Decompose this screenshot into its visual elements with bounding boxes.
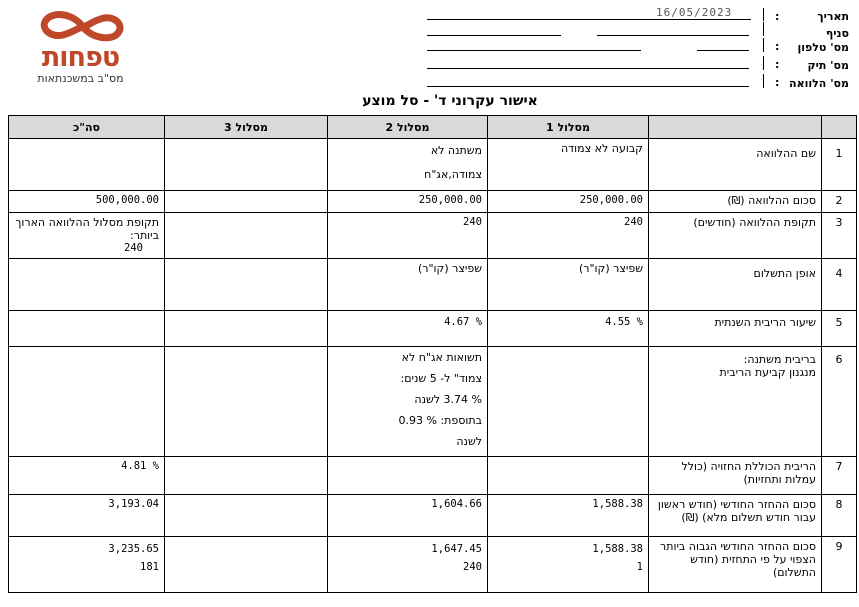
branch-line-2 — [597, 35, 749, 36]
row3-track2: 240 — [328, 213, 488, 259]
table-row — [9, 457, 857, 495]
row1-track2-line2: צמודה,אג"ח — [424, 168, 482, 181]
row5-track2: 4.67 % — [328, 311, 488, 347]
row6-track1 — [488, 347, 649, 457]
row9-label: סכום ההחזר החודשי הגבוה ביותר הצפוי על פי התחזית (חודש התשלום) — [649, 537, 822, 593]
row9-track1 — [488, 537, 649, 593]
row2-track3 — [165, 191, 328, 213]
table-row — [9, 213, 857, 259]
row9-total — [9, 537, 165, 593]
header-track-2: מסלול 2 — [328, 116, 488, 139]
row5-track1: 4.55 % — [488, 311, 649, 347]
tefahot-logo — [18, 8, 148, 83]
loan-label: מס' הלוואה — [789, 77, 849, 90]
row9-total-amount: 3,235.65 — [108, 543, 159, 555]
row8-track3 — [165, 495, 328, 537]
row4-label: אופן התשלום — [649, 259, 822, 311]
row1-track2 — [328, 139, 488, 191]
row4-total — [9, 259, 165, 311]
loan-table — [8, 115, 857, 593]
row9-total-month: 181 — [140, 561, 159, 573]
page-title: אישור עקרוני ד' - סל מוצע — [362, 93, 538, 109]
phone-line-2 — [697, 50, 749, 51]
row4-index: 4 — [822, 259, 857, 311]
loan-line — [427, 86, 749, 87]
branch-separator — [763, 22, 764, 36]
row6-track2-line5: לשנה — [456, 435, 482, 448]
date-separator — [763, 8, 764, 21]
row8-total: 3,193.04 — [9, 495, 165, 537]
row6-track2-line1: תשואות אג"ח לא — [401, 351, 482, 364]
row7-track2 — [328, 457, 488, 495]
row1-index: 1 — [822, 139, 857, 191]
table-row — [9, 537, 857, 593]
infinity-logo-icon — [18, 8, 148, 46]
row2-track1: 250,000.00 — [488, 191, 649, 213]
phone-line-1 — [427, 50, 641, 51]
row7-track1 — [488, 457, 649, 495]
row3-total-value: 240 — [124, 242, 143, 254]
row1-track3 — [165, 139, 328, 191]
file-label: מס' תיק — [807, 59, 849, 72]
row2-label: סכום ההלוואה (₪) — [649, 191, 822, 213]
branch-label: סניף — [825, 27, 849, 40]
row3-track1: 240 — [488, 213, 649, 259]
row2-index: 2 — [822, 191, 857, 213]
header-label — [649, 116, 822, 139]
row1-track2-line1: משתנה לא — [430, 144, 482, 157]
row6-track2-line2: צמוד" ל- 5 שנים: — [400, 372, 482, 385]
row8-index: 8 — [822, 495, 857, 537]
row9-track2 — [328, 537, 488, 593]
row1-track1: קבועה לא צמודה — [488, 139, 649, 191]
row7-index: 7 — [822, 457, 857, 495]
table-row — [9, 139, 857, 191]
row5-total — [9, 311, 165, 347]
row6-index: 6 — [822, 347, 857, 457]
header-track-3: מסלול 3 — [165, 116, 328, 139]
file-colon: : — [775, 58, 780, 71]
row3-label: תקופת ההלוואה (חודשים) — [649, 213, 822, 259]
row9-track1-amount: 1,588.38 — [592, 543, 643, 555]
row9-track3 — [165, 537, 328, 593]
row3-total-text: תקופת מסלול ההלוואה הארוך ביותר: — [15, 216, 159, 242]
logo-subtitle: מס"ב במשכנתאות — [37, 72, 124, 85]
row6-label — [649, 347, 822, 457]
row7-label: הריבית הכוללת החזויה (כולל עמלות ותחזיות) — [649, 457, 822, 495]
phone-separator — [763, 38, 764, 52]
date-label: תאריך — [817, 10, 849, 23]
row3-total — [9, 213, 165, 259]
row3-index: 3 — [822, 213, 857, 259]
row1-label: שם ההלוואה — [649, 139, 822, 191]
row6-total — [9, 347, 165, 457]
logo-name: טפחות — [41, 42, 120, 73]
header-track-1: מסלול 1 — [488, 116, 649, 139]
row3-track3 — [165, 213, 328, 259]
row6-label-line2: מנגנון קביעת הריבית — [719, 366, 816, 379]
row2-total: 500,000.00 — [9, 191, 165, 213]
row4-track2: שפיצר (קו"ר) — [328, 259, 488, 311]
row7-total: 4.81 % — [9, 457, 165, 495]
date-line — [427, 19, 751, 20]
date-value: 16/05/2023 — [656, 6, 733, 19]
table-row — [9, 495, 857, 537]
phone-colon: : — [775, 40, 780, 53]
row6-track2-line3: % 3.74 לשנה — [414, 393, 482, 406]
file-separator — [763, 56, 764, 70]
row6-label-line1: בריבית משתנה: — [743, 353, 816, 366]
row6-track3 — [165, 347, 328, 457]
row7-track3 — [165, 457, 328, 495]
file-line — [427, 68, 749, 69]
branch-line-1 — [427, 35, 561, 36]
table-row — [9, 191, 857, 213]
row6-track2-line4: בתוספת: % 0.93 — [398, 414, 482, 427]
loan-separator — [763, 74, 764, 88]
table-row — [9, 259, 857, 311]
row4-track3 — [165, 259, 328, 311]
row2-track2: 250,000.00 — [328, 191, 488, 213]
row8-track1: 1,588.38 — [488, 495, 649, 537]
header-index — [822, 116, 857, 139]
row9-track2-amount: 1,647.45 — [431, 543, 482, 555]
row9-index: 9 — [822, 537, 857, 593]
row8-track2: 1,604.66 — [328, 495, 488, 537]
row8-label: סכום ההחזר החודשי (חודש ראשון עבור חודש תשלום מלא) (₪) — [649, 495, 822, 537]
row5-track3 — [165, 311, 328, 347]
phone-label: מס' טלפון — [797, 41, 849, 54]
row6-track2 — [328, 347, 488, 457]
row4-track1: שפיצר (קו"ר) — [488, 259, 649, 311]
row1-total — [9, 139, 165, 191]
table-row — [9, 347, 857, 457]
loan-colon: : — [775, 76, 780, 89]
table-header-row — [9, 116, 857, 139]
row9-track2-month: 240 — [463, 561, 482, 573]
row5-label: שיעור הריבית השנתית — [649, 311, 822, 347]
row5-index: 5 — [822, 311, 857, 347]
row9-track1-month: 1 — [636, 561, 643, 573]
header-total: סה"כ — [9, 116, 165, 139]
table-row — [9, 311, 857, 347]
date-colon: : — [775, 10, 780, 23]
